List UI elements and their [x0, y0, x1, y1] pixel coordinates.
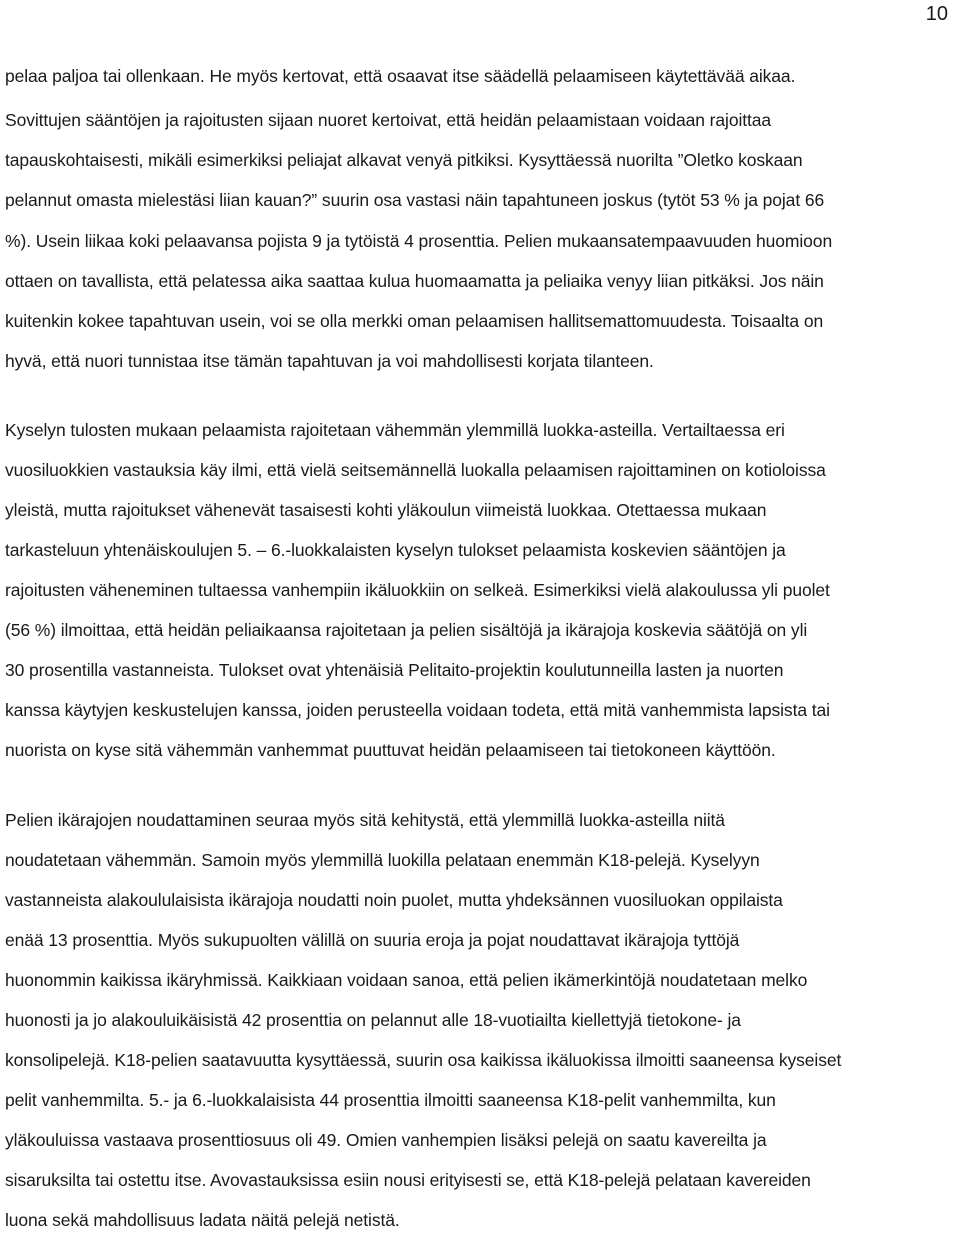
text-line: hyvä, että nuori tunnistaa itse tämän tapahtuvan ja voi mahdollisesti korjata tilanteen.	[5, 351, 654, 371]
page-number: 10	[925, 3, 948, 25]
text-line: luona sekä mahdollisuus ladata näitä pelejä netistä.	[5, 1210, 400, 1230]
text-line: vastanneista alakoululaisista ikärajoja noudatti noin puolet, mutta yhdeksännen vuosiluokan oppilaista	[5, 890, 783, 910]
text-line: huonosti ja jo alakouluikäisistä 42 prosenttia on pelannut alle 18-vuotiailta kiellettyjä tietokone- ja	[5, 1010, 741, 1030]
text-line: tapauskohtaisesti, mikäli esimerkiksi peliajat alkavat venyä pitkiksi. Kysyttäessä nuorilta ”Oletko koskaan	[5, 150, 803, 170]
text-line: nuorista on kyse sitä vähemmän vanhemmat puuttuvat heidän pelaamiseen tai tietokoneen käyttöön.	[5, 740, 776, 760]
text-line: pelannut omasta mielestäsi liian kauan?” suurin osa vastasi näin tapahtuneen joskus (tytöt 53 % ja pojat 66	[5, 190, 825, 210]
text-line: pelaa paljoa tai ollenkaan. He myös kertovat, että osaavat itse säädellä pelaamiseen käytettävää aikaa.	[5, 66, 796, 86]
text-line: (56 %) ilmoittaa, että heidän peliaikaansa rajoitetaan ja pelien sisältöjä ja ikärajoja koskevia säätöjä on yli	[5, 620, 808, 640]
text-line: yläkouluissa vastaava prosenttiosuus oli 49. Omien vanhempien lisäksi pelejä on saatu kavereilta ja	[5, 1130, 767, 1150]
text-line: enää 13 prosenttia. Myös sukupuolten välillä on suuria eroja ja pojat noudattavat ikärajoja tyttöjä	[5, 930, 740, 950]
text-line: rajoitusten väheneminen tultaessa vanhempiin ikäluokkiin on selkeä. Esimerkiksi vielä alakoulussa yli puolet	[5, 580, 830, 600]
text-line: Kyselyn tulosten mukaan pelaamista rajoitetaan vähemmän ylemmillä luokka-asteilla. Vertailtaessa eri	[5, 420, 785, 440]
text-line: Pelien ikärajojen noudattaminen seuraa myös sitä kehitystä, että ylemmillä luokka-asteilla niitä	[5, 810, 725, 830]
text-line: 30 prosentilla vastanneista. Tulokset ovat yhtenäisiä Pelitaito-projektin koulutunneilla lasten ja nuorten	[5, 660, 784, 680]
text-line: tarkasteluun yhtenäiskoulujen 5. – 6.-luokkalaisten kyselyn tulokset pelaamista koskevien sääntöjen ja	[5, 540, 786, 560]
text-line: Sovittujen sääntöjen ja rajoitusten sijaan nuoret kertoivat, että heidän pelaamistaan voidaan rajoittaa	[5, 110, 772, 130]
text-line: pelit vanhemmilta. 5.- ja 6.-luokkalaisista 44 prosenttia ilmoitti saaneensa K18-pelit vanhemmilta, kun	[5, 1090, 776, 1110]
text-line: yleistä, mutta rajoitukset vähenevät tasaisesti kohti yläkoulun viimeistä luokkaa. Otettaessa mukaan	[5, 500, 767, 520]
text-line: noudatetaan vähemmän. Samoin myös ylemmillä luokilla pelataan enemmän K18-pelejä. Kyselyyn	[5, 850, 760, 870]
text-line: kuitenkin kokee tapahtuvan usein, voi se olla merkki oman pelaamisen hallitsemattomuudesta. Toisaalta on	[5, 311, 824, 331]
text-line: huonommin kaikissa ikäryhmissä. Kaikkiaan voidaan sanoa, että pelien ikämerkintöjä noudatetaan melko	[5, 970, 808, 990]
text-line: vuosiluokkien vastauksia käy ilmi, että vielä seitsemännellä luokalla pelaamisen rajoittaminen on kotioloissa	[5, 460, 826, 480]
text-line: sisaruksilta tai ostettu itse. Avovastauksissa esiin nousi erityisesti se, että K18-pelejä pelataan kavereiden	[5, 1170, 811, 1190]
text-line: kanssa käytyjen keskustelujen kanssa, joiden perusteella voidaan todeta, että mitä vanhemmista lapsista tai	[5, 700, 830, 720]
text-line: ottaen on tavallista, että pelatessa aika saattaa kulua huomaamatta ja peliaika venyy liian pitkäksi. Jos näin	[5, 271, 824, 291]
text-line: %). Usein liikaa koki pelaavansa pojista 9 ja tytöistä 4 prosenttia. Pelien mukaansatempaavuuden huomioon	[5, 231, 833, 251]
text-line: konsolipelejä. K18-pelien saatavuutta kysyttäessä, suurin osa kaikissa ikäluokissa ilmoitti saaneensa kyseiset	[5, 1050, 842, 1070]
